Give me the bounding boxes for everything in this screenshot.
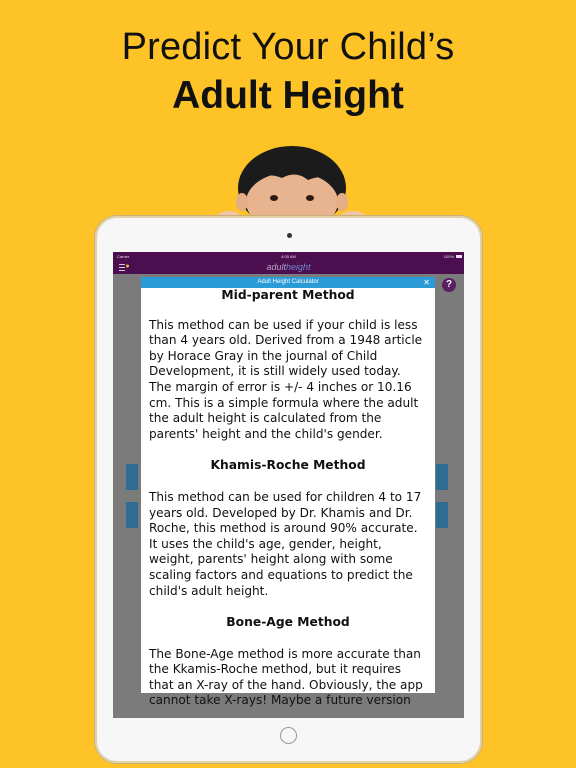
section-text-mid-parent: This method can be used if your child is less than 4 years old. Derived from a 1948 article by Horace Gray in the journal of Child Development, it is still widely used today. The margin of error is +/- 4 inches or 10.16 cm. This is a simple formula where the adult the adult height is calculated from the parents' height and the child's gender.: [149, 317, 423, 441]
section-text-bone-age: The Bone-Age method is more accurate than the Kkamis-Roche method, but it requires that an X-ray of the hand. Obviously, the app cannot take X-rays! Maybe a future version: [149, 646, 423, 708]
background-button-right-2: [436, 502, 448, 528]
app-title-part1: adult: [266, 262, 286, 272]
modal-body[interactable]: [149, 288, 427, 709]
status-time: 4:05 AM: [281, 254, 296, 259]
background-button-left-2: [126, 502, 138, 528]
app-title-part2: height: [286, 262, 311, 272]
info-modal: [141, 277, 435, 708]
background-button-right-1: [436, 464, 448, 490]
close-icon[interactable]: ✕: [423, 278, 430, 287]
front-camera: [287, 233, 292, 238]
carrier-label: Carrier: [117, 254, 130, 259]
modal-title: Adult Height Calculator: [257, 279, 319, 285]
section-heading-mid-parent: Mid-parent Method: [221, 288, 355, 302]
app-title: [113, 262, 464, 272]
home-button[interactable]: [280, 727, 297, 744]
battery-icon: [456, 255, 462, 258]
section-heading-khamis-roche: Khamis-Roche Method: [210, 458, 366, 473]
headline-line-1: Predict Your Child’s: [121, 26, 455, 68]
status-bar: [113, 252, 464, 261]
modal-header: [141, 277, 435, 288]
headline-line-2: Adult Height: [172, 74, 404, 117]
section-text-khamis-roche: This method can be used for children 4 to 17 years old. Developed by Dr. Khamis and Dr. Roche, this method is around 90% accurate. It uses the child's age, gender, height, weight, parents' height along with some scaling factors and equations to predict the child's adult height.: [149, 489, 422, 598]
app-navbar: [113, 261, 464, 274]
section-heading-bone-age: Bone-Age Method: [226, 615, 350, 630]
battery-level: 100%: [443, 254, 454, 259]
help-icon[interactable]: ?: [442, 278, 456, 292]
background-button-left-1: [126, 464, 138, 490]
